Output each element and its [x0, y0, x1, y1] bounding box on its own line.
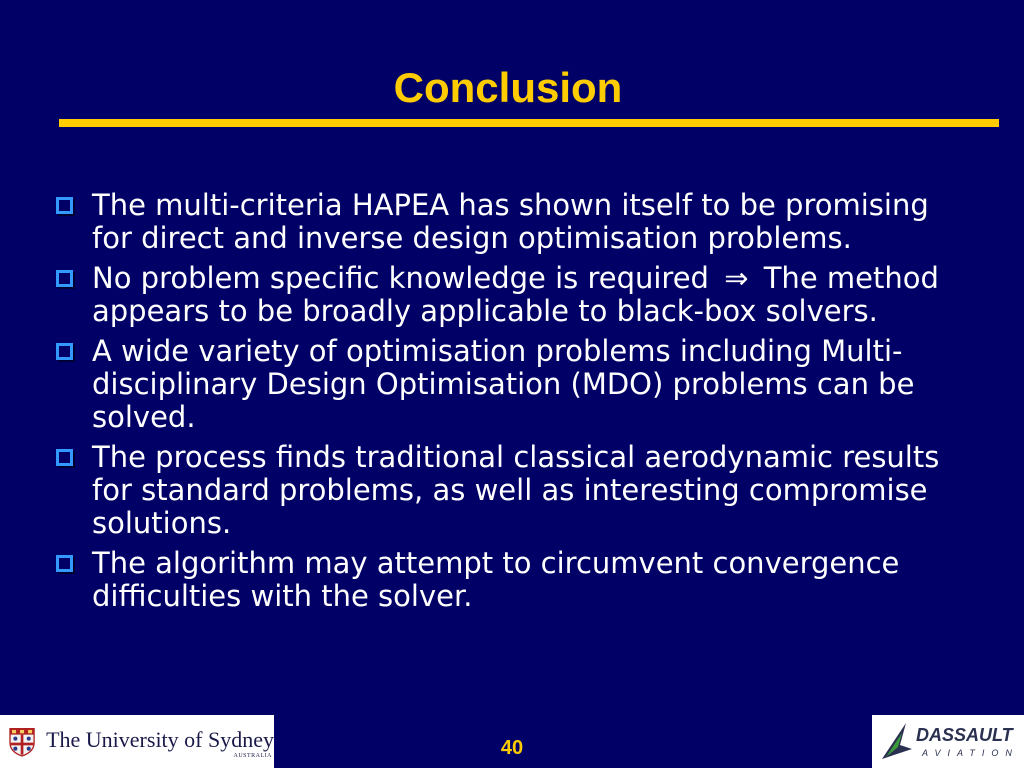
- university-logo: [0, 715, 274, 768]
- bullet-text: The process finds traditional classical aerodynamic results for standard problems, as well as interesting compromise solutions.: [92, 440, 940, 540]
- bullet-list: [55, 189, 975, 620]
- checkbox-bullet-icon: [56, 449, 73, 466]
- university-name: The University of Sydney AUSTRALIA: [46, 726, 274, 759]
- bullet-text: The algorithm may attempt to circumvent convergence difficulties with the solver.: [92, 546, 900, 613]
- dassault-delta-icon: [878, 719, 914, 763]
- bullet-text: The multi-criteria HAPEA has shown itself to be promising for direct and inverse design optimisation problems.: [92, 188, 929, 255]
- bullet-item: [55, 262, 975, 328]
- bullet-item: [55, 547, 975, 613]
- dassault-logo: [872, 715, 1024, 768]
- university-country: AUSTRALIA: [233, 752, 272, 759]
- bullet-text: A wide variety of optimisation problems including Multi-disciplinary Design Optimisation (MDO) problems can be solved.: [92, 334, 915, 434]
- university-crest-icon: [8, 719, 36, 765]
- bullet-text: The method appears to be broadly applicable to black-box solvers.: [92, 261, 939, 328]
- bullet-item: [55, 335, 975, 434]
- checkbox-bullet-icon: [56, 197, 73, 214]
- bullet-item: [55, 441, 975, 540]
- bullet-item: [55, 189, 975, 255]
- checkbox-bullet-icon: [56, 270, 73, 287]
- checkbox-bullet-icon: [56, 555, 73, 572]
- bullet-text: No problem specific knowledge is required: [92, 261, 709, 295]
- company-division: AVIATION: [922, 748, 1019, 758]
- implies-arrow-icon: ⇒: [724, 261, 749, 295]
- company-name: DASSAULT: [916, 725, 1013, 745]
- title-underline: [59, 119, 999, 127]
- page-number: 40: [500, 737, 524, 759]
- slide-title: Conclusion: [393, 64, 623, 111]
- checkbox-bullet-icon: [56, 343, 73, 360]
